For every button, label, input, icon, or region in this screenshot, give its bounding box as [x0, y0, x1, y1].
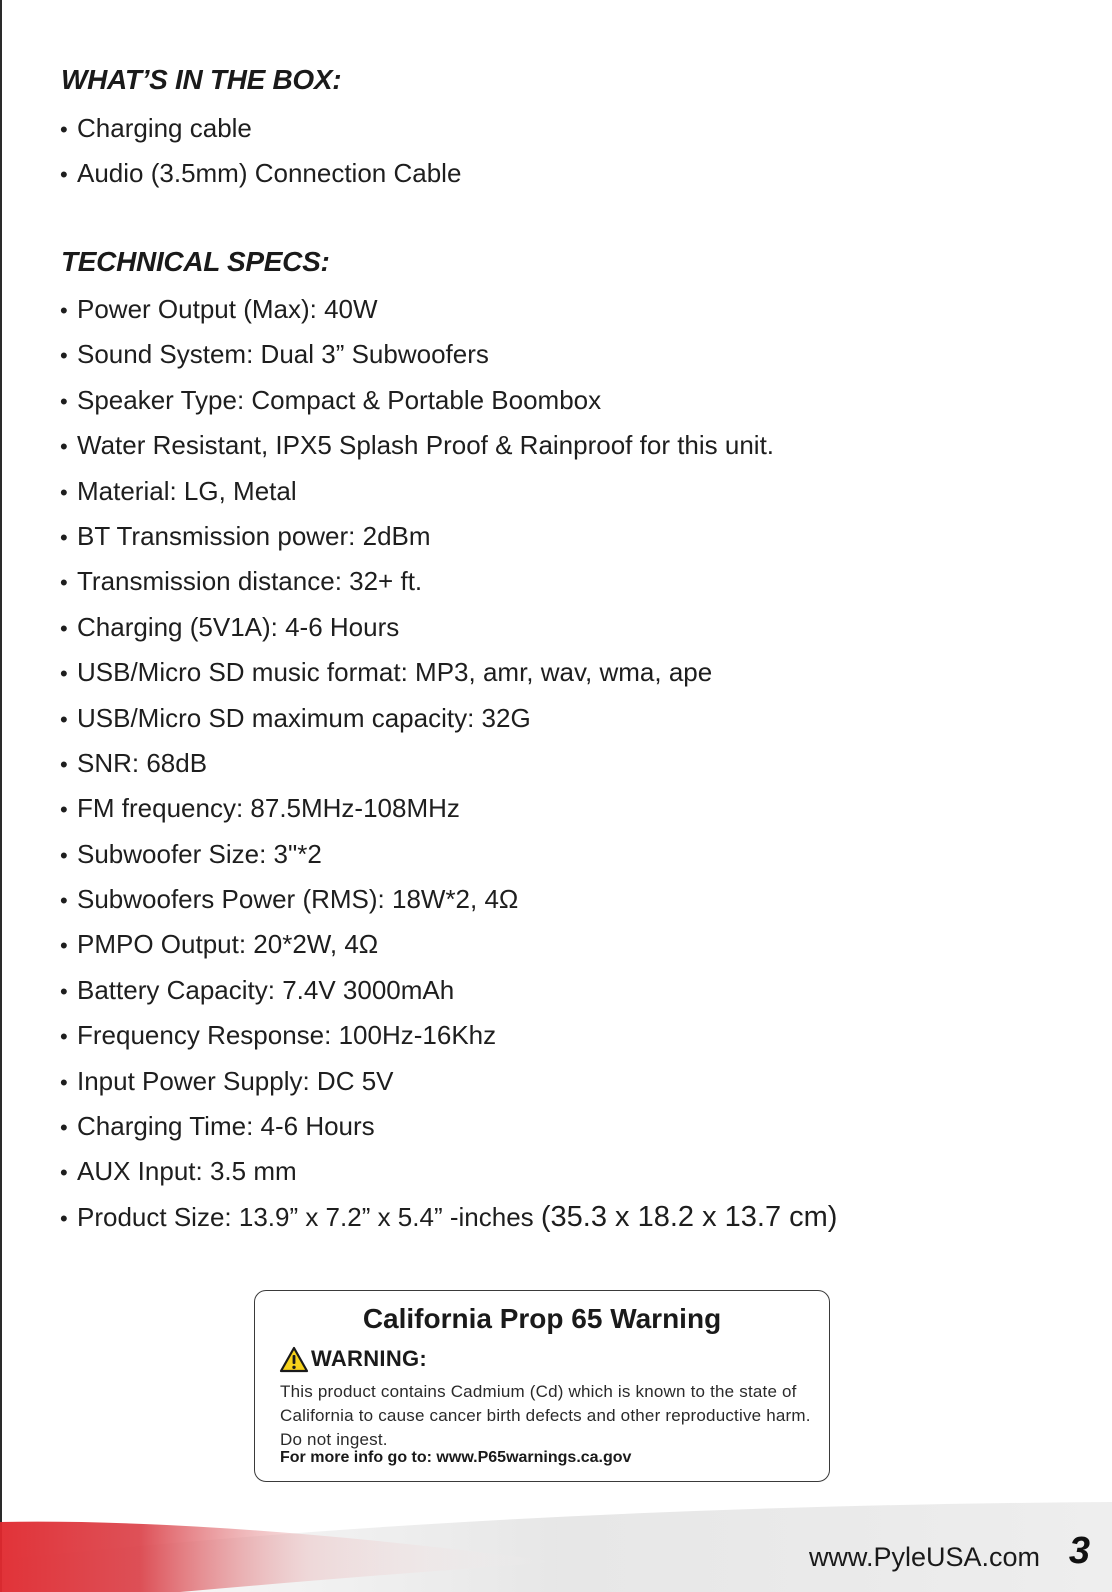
list-item: • Battery Capacity: 7.4V 3000mAh	[60, 974, 455, 1005]
list-item: • Material: LG, Metal	[60, 475, 297, 506]
list-item: • Water Resistant, IPX5 Splash Proof & Rainproof for this unit.	[60, 430, 775, 461]
warning-more-info: For more info go to: www.P65warnings.ca.gov	[280, 1449, 632, 1466]
list-item: • Audio (3.5mm) Connection Cable	[60, 158, 462, 189]
list-item: • Speaker Type: Compact & Portable Boombox	[60, 384, 602, 415]
warning-label: WARNING:	[311, 1346, 428, 1371]
list-item: • Charging Time: 4-6 Hours	[60, 1111, 375, 1142]
list-item: • Subwoofer Size: 3"*2	[60, 838, 322, 869]
list-item: • Frequency Response: 100Hz-16Khz	[60, 1020, 497, 1051]
prop65-warning-box	[254, 1290, 830, 1482]
product-size-item: • Product Size: 13.9” x 7.2” x 5.4” -inches (35.3 x 18.2 x 13.7 cm)	[60, 1200, 838, 1233]
list-item: • Power Output (Max): 40W	[60, 294, 378, 324]
list-item: • USB/Micro SD maximum capacity: 32G	[60, 702, 531, 733]
page-left-border	[0, 0, 2, 1592]
list-item: • AUX Input: 3.5 mm	[60, 1156, 297, 1187]
list-item: • Charging (5V1A): 4-6 Hours	[60, 611, 400, 642]
warning-triangle-icon	[279, 1346, 309, 1373]
list-item: • Transmission distance: 32+ ft.	[60, 566, 423, 597]
list-item: • BT Transmission power: 2dBm	[60, 520, 431, 551]
technical-specs-list	[60, 287, 837, 1240]
warning-label-row	[279, 1344, 427, 1374]
list-item: • FM frequency: 87.5MHz-108MHz	[60, 793, 460, 824]
list-item: • Charging cable	[60, 113, 252, 143]
warning-body: This product contains Cadmium (Cd) which is known to the state of California to cause cancer birth defects and other reproductive harm. Do not ingest.	[280, 1382, 811, 1449]
list-item: • USB/Micro SD music format: MP3, amr, wav, wma, ape	[60, 657, 713, 688]
product-size-imperial: Product Size: 13.9” x 7.2” x 5.4” -inches	[77, 1201, 541, 1232]
technical-specs-heading: TECHNICAL SPECS:	[61, 246, 330, 277]
list-item: • Subwoofers Power (RMS): 18W*2, 4Ω	[60, 884, 519, 915]
prop65-title: California Prop 65 Warning	[362, 1303, 722, 1334]
list-item: • PMPO Output: 20*2W, 4Ω	[60, 929, 379, 960]
list-item: • SNR: 68dB	[60, 747, 208, 778]
page-number: 3	[1068, 1530, 1090, 1572]
whats-in-box-list	[60, 106, 461, 197]
list-item: • Sound System: Dual 3” Subwoofers	[60, 339, 489, 370]
footer-url: www.PyleUSA.com	[808, 1542, 1040, 1572]
list-item: • Input Power Supply: DC 5V	[60, 1065, 394, 1096]
product-size-metric: (35.3 x 18.2 x 13.7 cm)	[540, 1200, 838, 1233]
whats-in-box-heading: WHAT’S IN THE BOX:	[61, 64, 342, 95]
